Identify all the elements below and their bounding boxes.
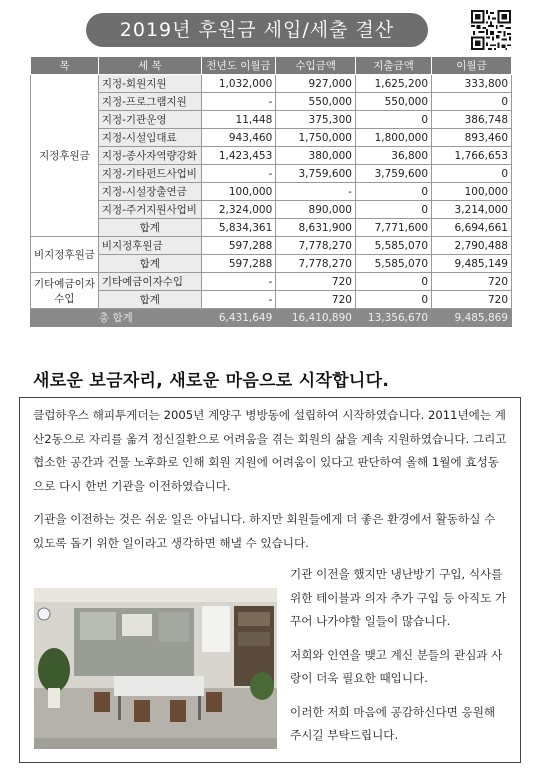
value-cell: 380,000 — [276, 147, 356, 165]
budget-table — [30, 56, 512, 327]
value-cell: - — [201, 273, 276, 291]
value-cell: 1,766,653 — [432, 147, 512, 165]
value-cell: 0 — [355, 273, 431, 291]
value-cell: 1,423,453 — [201, 147, 276, 165]
value-cell: 943,460 — [201, 129, 276, 147]
value-cell: 720 — [276, 291, 356, 309]
value-cell: - — [201, 291, 276, 309]
value-cell: 720 — [432, 291, 512, 309]
subtotal-label-cell: 합계 — [98, 219, 201, 237]
value-cell: 8,631,900 — [276, 219, 356, 237]
table-row — [31, 147, 512, 165]
value-cell: 890,000 — [276, 201, 356, 219]
value-cell: 100,000 — [201, 183, 276, 201]
value-cell: 0 — [355, 111, 431, 129]
subtotal-label-cell: 합계 — [98, 255, 201, 273]
table-row — [31, 255, 512, 273]
item-cell: 지정-기관운영 — [98, 111, 201, 129]
value-cell: 927,000 — [276, 75, 356, 93]
value-cell: 1,625,200 — [355, 75, 431, 93]
value-cell: 597,288 — [201, 255, 276, 273]
value-cell: 1,750,000 — [276, 129, 356, 147]
value-cell: 36,800 — [355, 147, 431, 165]
table-row — [31, 183, 512, 201]
section-headline: 새로운 보금자리, 새로운 마음으로 시작합니다. — [33, 371, 390, 391]
table-row — [31, 129, 512, 147]
value-cell: 6,694,661 — [432, 219, 512, 237]
grand-total-value: 9,485,869 — [432, 309, 512, 327]
grand-total-label: 총 합계 — [31, 309, 202, 327]
table-row — [31, 201, 512, 219]
item-cell: 지정-종사자역량강화 — [98, 147, 201, 165]
value-cell: 7,778,270 — [276, 255, 356, 273]
value-cell: 9,485,149 — [432, 255, 512, 273]
value-cell: 550,000 — [276, 93, 356, 111]
value-cell: 720 — [432, 273, 512, 291]
table-row — [31, 237, 512, 255]
table-row — [31, 291, 512, 309]
value-cell: 386,748 — [432, 111, 512, 129]
value-cell: - — [276, 183, 356, 201]
side-paragraph-2: 저희와 인연을 맺고 계신 분들의 관심과 사랑이 더욱 필요한 때입니다. — [290, 647, 503, 685]
header-prev-carryover: 전년도 이월금 — [201, 57, 276, 75]
value-cell: 893,460 — [432, 129, 512, 147]
value-cell: 375,300 — [276, 111, 356, 129]
side-paragraph-3: 이러한 저희 마음에 공감하신다면 응원해 주시길 부탁드립니다. — [290, 704, 496, 742]
side-paragraph-1: 기관 이전을 했지만 냉난방기 구입, 식사를 위한 테이블과 의자 추가 구입 등 아직도 가꾸어 나가야할 일들이 많습니다. — [290, 567, 507, 628]
value-cell: 100,000 — [432, 183, 512, 201]
value-cell: 1,032,000 — [201, 75, 276, 93]
value-cell: 5,585,070 — [355, 237, 431, 255]
table-row — [31, 273, 512, 291]
grand-total-value: 13,356,670 — [355, 309, 431, 327]
item-cell: 지정-프로그램지원 — [98, 93, 201, 111]
value-cell: 333,800 — [432, 75, 512, 93]
grand-total-row — [31, 309, 512, 327]
value-cell: 7,771,600 — [355, 219, 431, 237]
value-cell: 3,759,600 — [355, 165, 431, 183]
value-cell: - — [201, 165, 276, 183]
value-cell: 720 — [276, 273, 356, 291]
header-income: 수입금액 — [276, 57, 356, 75]
table-header-row — [31, 57, 512, 75]
value-cell: 5,585,070 — [355, 255, 431, 273]
value-cell: 11,448 — [201, 111, 276, 129]
category-cell: 비지정후원금 — [31, 237, 99, 273]
value-cell: 2,790,488 — [432, 237, 512, 255]
subtotal-label-cell: 합계 — [98, 291, 201, 309]
facility-interior-photo — [34, 588, 277, 749]
item-cell: 지정-주거지원사업비 — [98, 201, 201, 219]
item-cell: 지정-시설임대료 — [98, 129, 201, 147]
article-box — [19, 397, 521, 763]
item-cell: 지정-기타펀드사업비 — [98, 165, 201, 183]
value-cell: 1,800,000 — [355, 129, 431, 147]
grand-total-value: 6,431,649 — [201, 309, 276, 327]
value-cell: 0 — [432, 165, 512, 183]
value-cell: 0 — [432, 93, 512, 111]
value-cell: 550,000 — [355, 93, 431, 111]
article-side-text — [290, 563, 510, 758]
qr-code-icon — [471, 10, 511, 50]
item-cell: 비지정후원금 — [98, 237, 201, 255]
table-row — [31, 111, 512, 129]
value-cell: 0 — [355, 183, 431, 201]
table-row — [31, 165, 512, 183]
value-cell: 7,778,270 — [276, 237, 356, 255]
table-row — [31, 75, 512, 93]
value-cell: 0 — [355, 201, 431, 219]
value-cell: 2,324,000 — [201, 201, 276, 219]
value-cell: 3,214,000 — [432, 201, 512, 219]
value-cell: 597,288 — [201, 237, 276, 255]
header-item: 세 목 — [98, 57, 201, 75]
header-carryover: 이월금 — [432, 57, 512, 75]
value-cell: 0 — [355, 291, 431, 309]
header-category: 목 — [31, 57, 99, 75]
page-title: 2019년 후원금 세입/세출 결산 — [86, 13, 428, 47]
header-expense: 지출금액 — [355, 57, 431, 75]
item-cell: 기타예금이자수입 — [98, 273, 201, 291]
table-row — [31, 219, 512, 237]
value-cell: - — [201, 93, 276, 111]
article-paragraph-2: 기관을 이전하는 것은 쉬운 일은 아닙니다. 하지만 회원들에게 더 좋은 환경에서 활동하실 수 있도록 돕기 위한 일이라고 생각하면 해낼 수 있습니다. — [33, 512, 496, 550]
value-cell: 3,759,600 — [276, 165, 356, 183]
grand-total-value: 16,410,890 — [276, 309, 356, 327]
article-paragraph-1: 클럽하우스 해피투게더는 2005년 계양구 병방동에 설립하여 시작하였습니다. 2011년에는 계산2동으로 자리를 옮겨 정신질환으로 어려움을 겪는 회원의 삶을 계속 지원하였습니다. 그리고 협소한 공간과 건물 노후화로 인해 회원 지원에 어려움이 있다고 판단하여 올해 1월에 효성동으로 다시 한번 기관을 이전하였습니다. — [33, 408, 507, 493]
item-cell: 지정-시설장출연금 — [98, 183, 201, 201]
category-cell: 지정후원금 — [31, 75, 99, 237]
value-cell: 5,834,361 — [201, 219, 276, 237]
category-cell: 기타예금이자 수입 — [31, 273, 99, 309]
item-cell: 지정-회원지원 — [98, 75, 201, 93]
table-row — [31, 93, 512, 111]
